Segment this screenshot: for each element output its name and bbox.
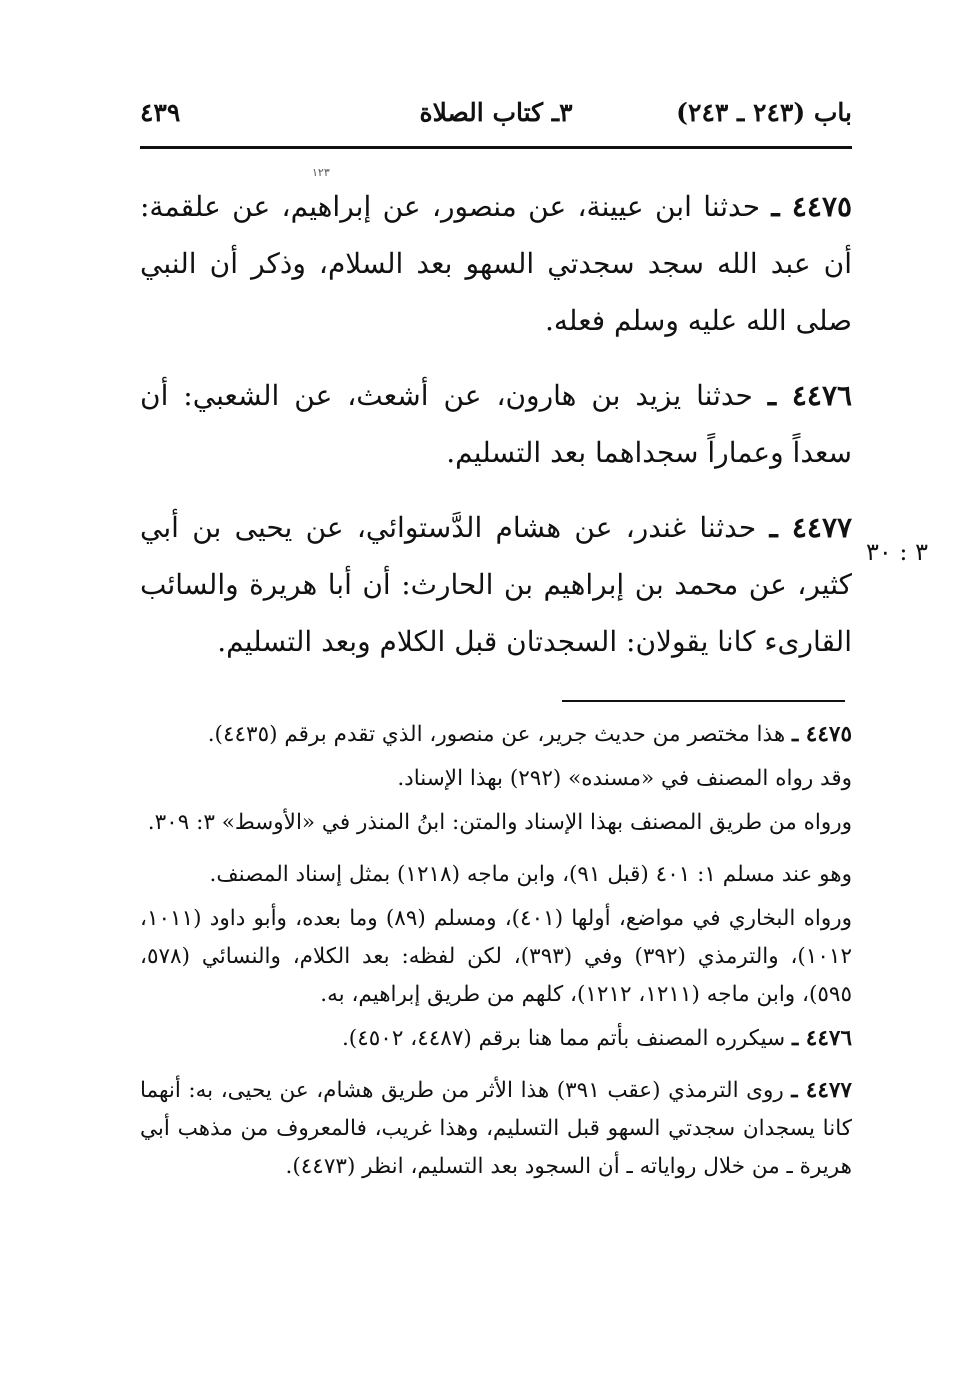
hadith-text: حدثنا يزيد بن هارون، عن أشعث، عن الشعبي: أن سعداً وعماراً سجداهما بعد التسليم. <box>140 379 852 469</box>
footnote-text: روى الترمذي (عقب ٣٩١) هذا الأثر من طريق هشام، عن يحيى، به: أنهما كانا يسجدان سجدتي السهو قبل التسليم، وهذا غريب، فالمعروف من مذهب أبي هريرة ـ من خلال رواياته ـ أن السجود بعد التسليم، انظر (٤٤٧٣). <box>140 1078 852 1179</box>
hadith-number: ٤٤٧٧ ـ <box>769 511 853 544</box>
footnote-paragraph <box>140 760 852 798</box>
footnote-text: ورواه من طريق المصنف بهذا الإسناد والمتن: ابنُ المنذر في «الأوسط» ٣: ٣٠٩. <box>147 810 852 835</box>
footnotes <box>140 716 852 1200</box>
header-divider <box>140 146 852 149</box>
ink-stamp-mark: ۱۲۳ <box>312 166 330 179</box>
footnote-paragraph <box>140 1072 852 1186</box>
hadith-text: حدثنا ابن عيينة، عن منصور، عن إبراهيم، عن علقمة: أن عبد الله سجد سجدتي السهو بعد السلام، وذكر أن النبي صلى الله عليه وسلم فعله. <box>140 190 852 337</box>
footnote-text: سيكرره المصنف بأتم مما هنا برقم (٤٤٨٧، ٤٥٠٢). <box>341 1026 786 1051</box>
hadith-text: حدثنا غندر، عن هشام الدَّستوائي، عن يحيى بن أبي كثير، عن محمد بن إبراهيم بن الحارث: أن أبا هريرة والسائب القارىء كانا يقولان: السجدتان قبل الكلام وبعد التسليم. <box>140 511 852 658</box>
footnote-text: وقد رواه المصنف في «مسنده» (٢٩٢) بهذا الإسناد. <box>397 766 852 791</box>
footnote-paragraph <box>140 1020 852 1058</box>
footnote-paragraph <box>140 716 852 754</box>
footnote-paragraph <box>140 856 852 894</box>
footnote-number: ٤٤٧٦ ـ <box>792 1026 852 1051</box>
page-number: ٤٣٩ <box>140 98 181 127</box>
footnote-text: هذا مختصر من حديث جرير، عن منصور، الذي تقدم برقم (٤٤٣٥). <box>207 722 786 747</box>
book-title: ٣ـ كتاب الصلاة <box>419 98 573 127</box>
hadith-paragraph <box>140 499 852 670</box>
page-header <box>140 98 852 142</box>
hadith-paragraph <box>140 178 852 349</box>
footnote-paragraph <box>140 900 852 1014</box>
hadith-paragraph <box>140 367 852 481</box>
margin-reference: ٣ : ٣٠ <box>866 538 929 566</box>
main-text <box>140 178 852 670</box>
footnote-text: وهو عند مسلم ١: ٤٠١ (قبل ٩١)، وابن ماجه (١٢١٨) بمثل إسناد المصنف. <box>209 862 852 887</box>
hadith-number: ٤٤٧٦ ـ <box>767 379 853 412</box>
footnote-number: ٤٤٧٥ ـ <box>792 722 852 747</box>
hadith-number: ٤٤٧٥ ـ <box>771 190 853 223</box>
footnote-paragraph <box>140 804 852 842</box>
footnote-number: ٤٤٧٧ ـ <box>791 1078 852 1103</box>
footnote-text: ورواه البخاري في مواضع، أولها (٤٠١)، ومسلم (٨٩) وما بعده، وأبو داود (١٠١١، ١٠١٢)، والترمذي (٣٩٢) وفي (٣٩٣)، لكن لفظه: بعد الكلام، والنسائي (٥٧٨، ٥٩٥)، وابن ماجه (١٢١١، ١٢١٢)، كلهم من طريق إبراهيم، به. <box>140 906 852 1007</box>
footnote-divider <box>562 700 845 702</box>
chapter-heading: باب (٢٤٣ ـ ٢٤٣) <box>676 98 852 127</box>
